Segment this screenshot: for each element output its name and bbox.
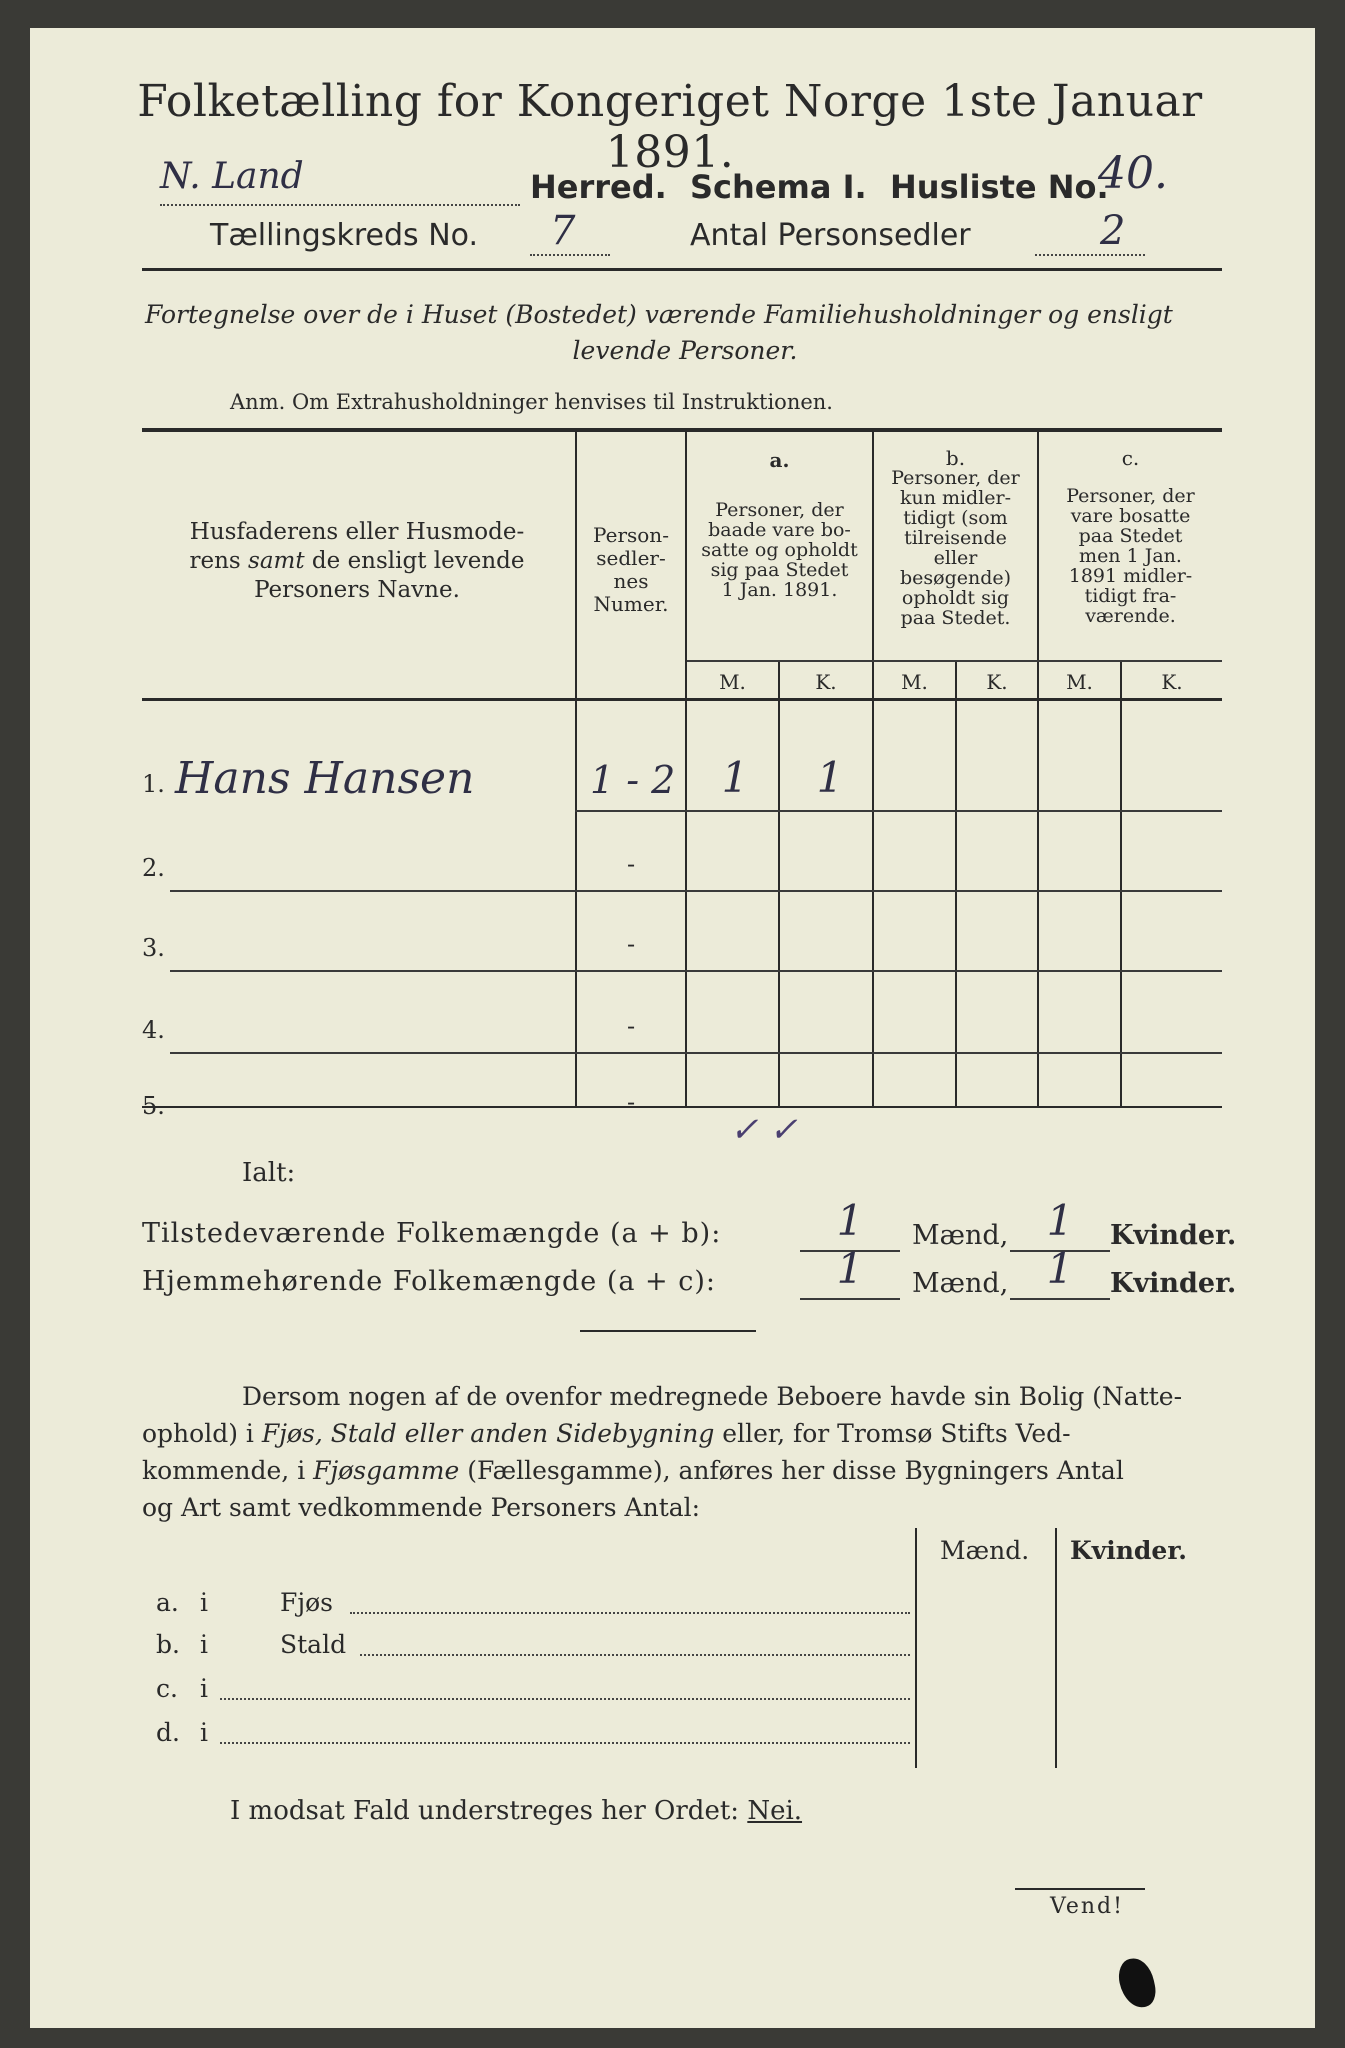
para-l3c: (Fællesgamme), anføres her disse Bygningers Antal — [459, 1456, 1124, 1485]
item-label: Fjøs — [280, 1588, 333, 1617]
b-l8: paa Stedet. — [900, 607, 1011, 629]
buildings-divider-2 — [1055, 1528, 1057, 1768]
item-i: i — [200, 1718, 208, 1747]
sedler-l1: Person- — [593, 523, 669, 547]
b-l4: tilreisende — [904, 527, 1007, 549]
c-k-header: K. — [1161, 670, 1183, 694]
herred-label: Herred. — [530, 168, 667, 206]
b-l1: Personer, der — [891, 467, 1020, 489]
row-number: 1. — [142, 770, 165, 798]
col-header-b — [874, 468, 1037, 628]
col-a-letter: a. — [769, 448, 790, 472]
row-rule — [170, 1052, 1222, 1054]
a-l4: sig paa Stedet — [710, 559, 849, 581]
census-form-page — [30, 28, 1315, 2028]
col-header-a — [687, 500, 872, 600]
c-l2: vare bosatte — [1070, 505, 1191, 527]
item-letter: a. — [156, 1588, 179, 1617]
buildings-col-maend: Mænd. — [940, 1536, 1030, 1565]
col-header-c — [1039, 486, 1222, 626]
row-sedler: - — [626, 1088, 636, 1116]
c-l1: Personer, der — [1066, 485, 1195, 507]
item-i: i — [200, 1588, 208, 1617]
b-l7: opholdt sig — [901, 587, 1010, 609]
hjem-m-line — [800, 1298, 900, 1300]
schema-label: Schema I. — [690, 168, 867, 206]
item-dotline — [350, 1612, 910, 1614]
c-l4: men 1 Jan. — [1079, 545, 1182, 567]
sedler-l3: nes — [613, 569, 649, 593]
modsat-text: I modsat Fald understreges her Ordet: — [230, 1796, 748, 1826]
tilst-m-handwritten: 1 — [836, 1196, 864, 1245]
check-marks: ✓ ✓ — [730, 1110, 798, 1150]
item-dotline — [220, 1742, 910, 1744]
c-l3: paa Stedet — [1078, 525, 1183, 547]
para-l2a: ophold) i — [142, 1419, 262, 1448]
tilst-maend: Mænd, — [912, 1220, 1009, 1251]
a-l1: Personer, der — [715, 499, 844, 521]
b-l6: besøgende) — [899, 567, 1012, 589]
col-header-names-l2c: de ensligt levende — [304, 548, 525, 574]
row-a-m: 1 — [721, 753, 749, 802]
row-rule — [575, 810, 1222, 812]
hjem-label: Hjemmehørende Folkemængde (a + c): — [142, 1266, 716, 1297]
form-title: Folketælling for Kongeriget Norge 1ste Januar 1891. — [137, 76, 1203, 178]
b-l5: eller — [933, 547, 978, 569]
col-b-letter: b. — [945, 446, 966, 470]
header-rule — [142, 268, 1222, 271]
row-rule — [170, 890, 1222, 892]
hjem-kvinder: Kvinder. — [1110, 1268, 1237, 1299]
col-header-sedler — [578, 524, 684, 616]
item-label: Stald — [280, 1630, 347, 1659]
antal-label: Antal Personsedler — [690, 218, 971, 253]
col-divider-1 — [575, 430, 577, 1108]
buildings-divider-1 — [915, 1528, 917, 1768]
vend-rule — [1015, 1888, 1145, 1890]
col-header-names-l2 — [142, 547, 572, 576]
row-sedler: - — [626, 1012, 636, 1040]
hjem-m-handwritten: 1 — [836, 1244, 864, 1293]
b-mk-divider — [955, 662, 957, 1106]
para-line4: og Art samt vedkommende Personers Antal: — [142, 1493, 701, 1522]
item-dotline — [220, 1698, 910, 1700]
ialt-label: Ialt: — [242, 1158, 296, 1188]
hjem-k-handwritten: 1 — [1046, 1244, 1074, 1293]
section-divider — [580, 1330, 756, 1332]
item-letter: d. — [156, 1718, 180, 1747]
row-a-k: 1 — [816, 753, 844, 802]
row-number: 3. — [142, 934, 165, 962]
buildings-paragraph — [142, 1378, 1222, 1526]
item-i: i — [200, 1674, 208, 1703]
a-m-header: M. — [719, 670, 746, 694]
antal-dotline — [1035, 254, 1145, 256]
para-l2b: Fjøs, Stald eller anden Sidebygning — [261, 1419, 715, 1448]
c-mk-divider — [1120, 662, 1122, 1106]
buildings-col-kvinder: Kvinder. — [1070, 1536, 1187, 1565]
col-header-names-l1: Husfaderens eller Husmode- — [189, 519, 525, 545]
ink-blot — [1115, 1955, 1159, 2011]
husliste-label: Husliste No. — [890, 168, 1109, 206]
b-m-header: M. — [901, 670, 928, 694]
b-l3: tidigt (som — [903, 507, 1008, 529]
row-number: 4. — [142, 1016, 165, 1044]
a-mk-divider — [778, 662, 780, 1106]
c-m-header: M. — [1066, 670, 1093, 694]
col-header-names-l2a: rens — [189, 548, 249, 574]
row-name-handwritten: Hans Hansen — [175, 753, 475, 804]
row-sedler: 1 - 2 — [590, 758, 676, 802]
vend-label: Vend! — [1050, 1894, 1124, 1919]
row-number: 5. — [142, 1092, 165, 1120]
sedler-l4: Numer. — [593, 592, 669, 616]
para-l3a: kommende, i — [142, 1456, 314, 1485]
row-number: 2. — [142, 854, 165, 882]
anm-note: Anm. Om Extrahusholdninger henvises til Instruktionen. — [230, 390, 833, 414]
nei-word: Nei. — [747, 1796, 803, 1826]
tilst-k-handwritten: 1 — [1046, 1196, 1074, 1245]
row-sedler: - — [626, 850, 636, 878]
col-header-names-l3: Personers Navne. — [254, 577, 460, 603]
tilst-label: Tilstedeværende Folkemængde (a + b): — [142, 1218, 722, 1249]
antal-handwritten: 2 — [1100, 208, 1126, 254]
a-l3: satte og opholdt — [701, 539, 858, 561]
c-l5: 1891 midler- — [1068, 565, 1193, 587]
tilst-kvinder: Kvinder. — [1110, 1220, 1237, 1251]
herred-dotline — [160, 204, 520, 206]
c-l6: tidigt fra- — [1084, 585, 1177, 607]
herred-handwritten: N. Land — [160, 156, 304, 197]
item-letter: b. — [156, 1630, 180, 1659]
intro-line2: levende Personer. — [572, 336, 798, 365]
col-header-names — [142, 518, 572, 605]
para-line1: Dersom nogen af de ovenfor medregnede Beboere havde sin Bolig (Natte- — [242, 1382, 1183, 1411]
item-dotline — [360, 1654, 910, 1656]
modsat-note — [230, 1796, 802, 1826]
sedler-l2: sedler- — [596, 546, 666, 570]
item-i: i — [200, 1630, 208, 1659]
table-head-rule — [142, 698, 1222, 701]
para-l3b: Fjøsgamme — [313, 1456, 460, 1485]
table-top-rule — [142, 428, 1222, 432]
intro-line1: Fortegnelse over de i Huset (Bostedet) værende Familiehusholdninger og ensligt — [145, 300, 1173, 329]
kreds-handwritten: 7 — [550, 208, 576, 254]
b-l2: kun midler- — [899, 487, 1012, 509]
kreds-dotline — [530, 254, 610, 256]
a-l5: 1 Jan. 1891. — [721, 579, 838, 601]
hjem-maend: Mænd, — [912, 1268, 1009, 1299]
kreds-label: Tællingskreds No. — [210, 218, 478, 253]
item-letter: c. — [156, 1674, 178, 1703]
row-rule — [170, 970, 1222, 972]
b-k-header: K. — [986, 670, 1008, 694]
col-header-names-l2b: samt — [248, 548, 305, 574]
para-line3 — [142, 1452, 1222, 1489]
para-line2 — [142, 1415, 1222, 1452]
para-l2c: eller, for Tromsø Stifts Ved- — [714, 1419, 1071, 1448]
a-l2: baade vare bo- — [708, 519, 851, 541]
row-sedler: - — [626, 930, 636, 958]
col-c-letter: c. — [1121, 446, 1140, 470]
a-k-header: K. — [815, 670, 837, 694]
husliste-handwritten: 40. — [1098, 148, 1168, 199]
c-l7: værende. — [1085, 605, 1176, 627]
hjem-k-line — [1010, 1298, 1110, 1300]
